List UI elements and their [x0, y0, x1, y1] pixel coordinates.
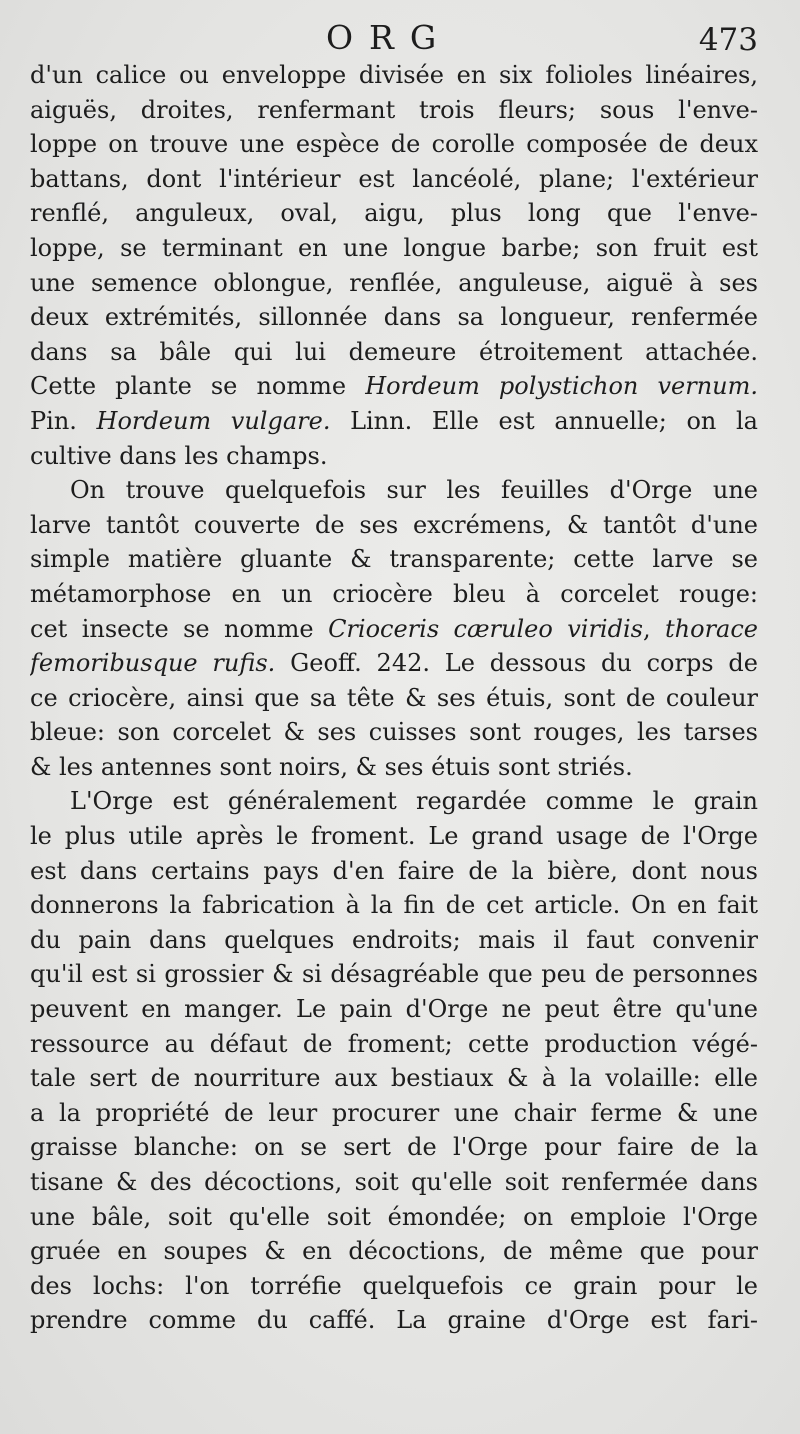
body-text	[30, 58, 758, 1338]
text-fragment: Cette plante se nomme	[30, 372, 366, 401]
text-fragment: Geoff. 242. Le dessous du corps de	[275, 649, 758, 678]
text-line: le plus utile après le froment. Le grand usage de l'Orge	[30, 822, 758, 851]
text-line: bleue: son corcelet & ses cuisses sont rouges, les tarses	[30, 718, 758, 747]
text-line: gruée en soupes & en décoctions, de même que pour	[30, 1237, 758, 1266]
text-line-with-italic	[30, 404, 758, 439]
paragraph-start-line: L'Orge est généralement regardée comme le grain	[70, 787, 758, 816]
text-line: loppe, se terminant en une longue barbe; son fruit est	[30, 233, 758, 262]
text-line: graisse blanche: on se sert de l'Orge pour faire de la	[30, 1133, 758, 1162]
text-line: une semence oblongue, renflée, anguleuse, aiguë à ses	[30, 268, 758, 297]
text-line: tale sert de nourriture aux bestiaux & à la volaille: elle	[30, 1064, 758, 1093]
text-line: une bâle, soit qu'elle soit émondée; on emploie l'Orge	[30, 1202, 758, 1231]
text-line: peuvent en manger. Le pain d'Orge ne peut être qu'une	[30, 995, 758, 1024]
text-line: a la propriété de leur procurer une chair ferme & une	[30, 1098, 758, 1127]
text-line: du pain dans quelques endroits; mais il faut convenir	[30, 925, 758, 954]
text-fragment: Pin.	[30, 406, 97, 435]
text-line: ressource au défaut de froment; cette production végé-	[30, 1029, 758, 1058]
latin-name: femoribusque rufis.	[30, 649, 276, 678]
text-fragment: Linn. Elle est annuelle; on la	[330, 406, 758, 435]
text-line: simple matière gluante & transparente; cette larve se	[30, 545, 758, 574]
latin-name: Crioceris cæruleo viridis	[328, 614, 643, 643]
text-line: aiguës, droites, renfermant trois fleurs; sous l'enve-	[30, 95, 758, 124]
text-fragment: cet insecte se nomme	[30, 614, 329, 643]
running-head: ORG	[326, 18, 453, 57]
latin-name: thorace	[665, 614, 758, 643]
text-line: des lochs: l'on torréfie quelquefois ce grain pour le	[30, 1271, 758, 1300]
text-line: larve tantôt couverte de ses excrémens, & tantôt d'une	[30, 510, 758, 539]
text-line: qu'il est si grossier & si désagréable que peu de personnes	[30, 960, 758, 989]
text-line: battans, dont l'intérieur est lancéolé, plane; l'extérieur	[30, 164, 758, 193]
text-line-with-italic	[30, 612, 758, 647]
text-line: deux extrémités, sillonnée dans sa longueur, renfermée	[30, 303, 758, 332]
text-line: loppe on trouve une espèce de corolle composée de deux	[30, 130, 758, 159]
text-line: métamorphose en un criocère bleu à corcelet rouge:	[30, 579, 758, 608]
text-line: ce criocère, ainsi que sa tête & ses étuis, sont de couleur	[30, 683, 758, 712]
text-line: d'un calice ou enveloppe divisée en six folioles linéaires,	[30, 61, 758, 89]
text-fragment: ,	[642, 614, 666, 643]
text-line: donnerons la fabrication à la fin de cet article. On en fait	[30, 891, 758, 920]
text-line: tisane & des décoctions, soit qu'elle soit renfermée dans	[30, 1168, 758, 1196]
text-line: dans sa bâle qui lui demeure étroitement attachée.	[30, 337, 758, 366]
latin-name: Hordeum vulgare.	[96, 406, 331, 435]
paragraph-start-line: On trouve quelquefois sur les feuilles d'Orge une	[70, 476, 758, 505]
latin-name: Hordeum polystichon vernum.	[365, 372, 758, 401]
page-header	[0, 16, 800, 60]
text-line: est dans certains pays d'en faire de la bière, dont nous	[30, 856, 758, 885]
text-line: prendre comme du caffé. La graine d'Orge est fari-	[30, 1306, 758, 1335]
text-line-with-italic	[30, 646, 758, 681]
text-line: & les antennes sont noirs, & ses étuis sont striés.	[30, 752, 633, 781]
page-number: 473	[698, 22, 758, 58]
text-line: cultive dans les champs.	[30, 441, 328, 470]
text-line: renflé, anguleux, oval, aigu, plus long que l'enve-	[30, 199, 758, 228]
text-line-with-italic	[30, 369, 758, 404]
